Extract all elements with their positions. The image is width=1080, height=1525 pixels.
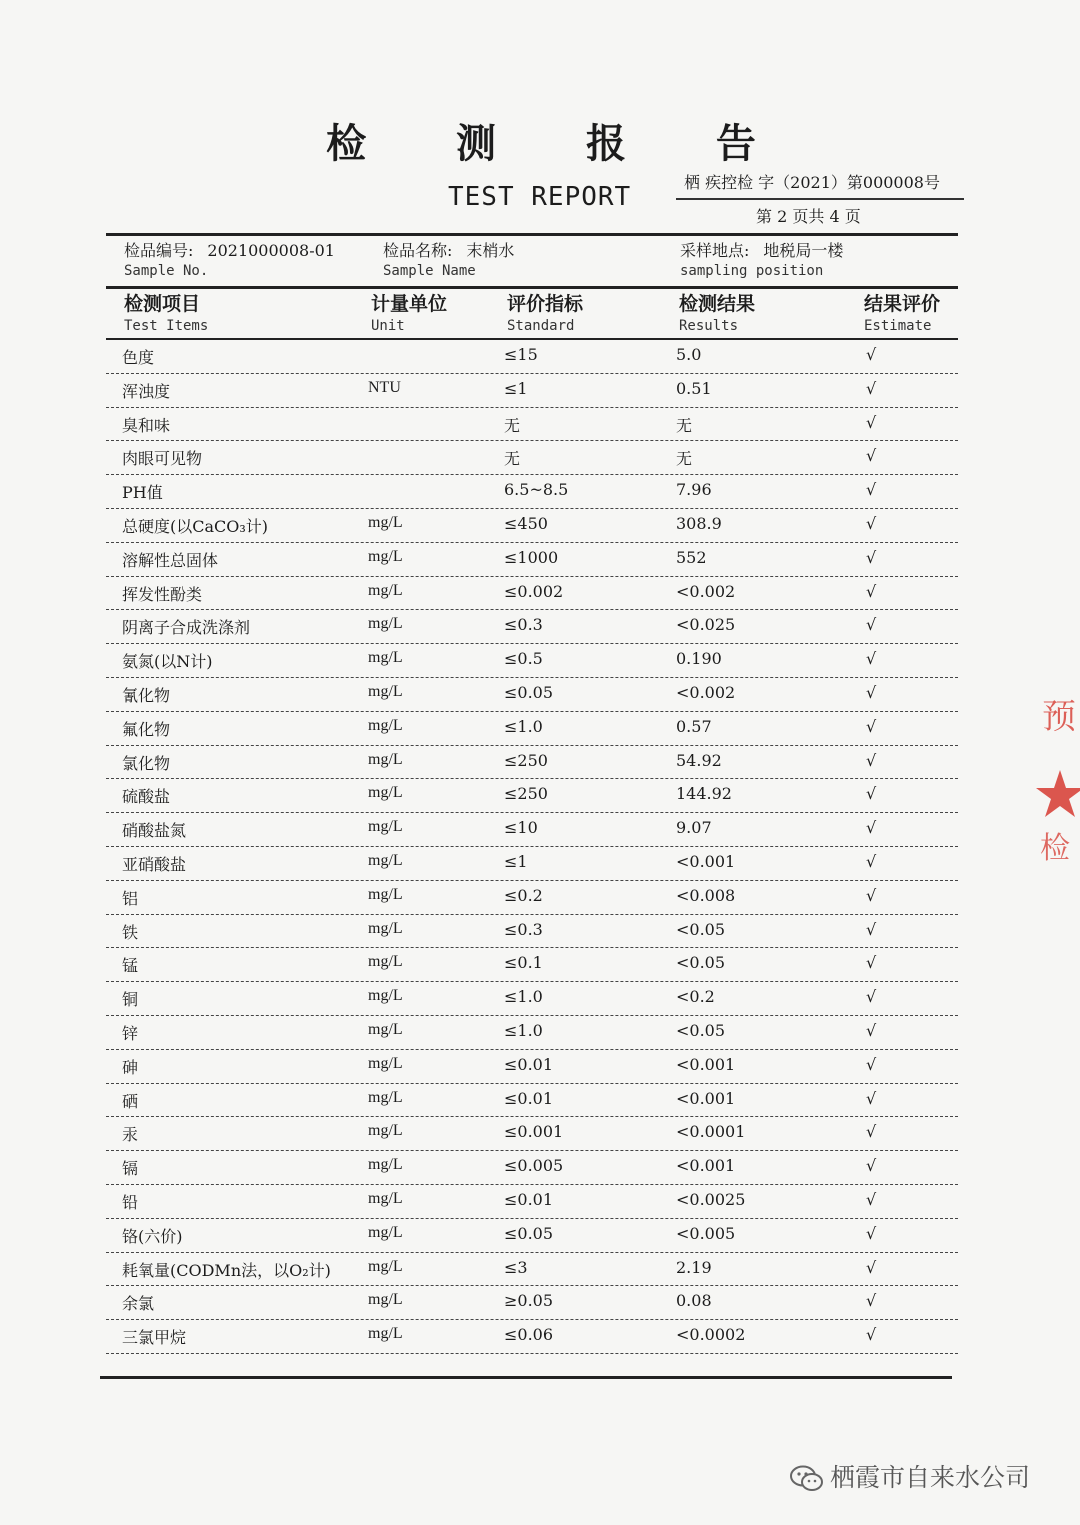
report-number: 栖 疾控检 字（2021）第000008号: [676, 170, 964, 200]
col-header-results: [679, 292, 755, 336]
unit-value: mg/L: [368, 1122, 403, 1140]
col-header-en: Results: [679, 318, 739, 334]
estimate-mark: √: [866, 885, 877, 905]
result-value: 无: [676, 449, 693, 469]
table-row: [106, 1016, 958, 1050]
table-row: [106, 543, 958, 577]
estimate-mark: √: [866, 784, 877, 804]
standard-value: ≤10: [504, 818, 538, 838]
table-row: [106, 408, 958, 442]
standard-value: ≤0.05: [504, 682, 554, 702]
standard-value: ≤0.5: [504, 649, 543, 669]
standard-value: ≤3: [504, 1257, 528, 1277]
test-item: 铜: [122, 990, 139, 1010]
test-item: 镉: [122, 1159, 139, 1179]
top-rule: [106, 233, 958, 236]
test-item: 汞: [122, 1125, 139, 1145]
test-item: 臭和味: [122, 415, 171, 435]
wechat-watermark: [790, 1458, 1030, 1494]
table-row: [106, 813, 958, 847]
watermark-text: 栖霞市自来水公司: [830, 1463, 1031, 1492]
test-item: 铅: [122, 1192, 139, 1212]
standard-value: ≤0.002: [504, 581, 564, 601]
test-item: 硫酸盐: [122, 787, 171, 807]
table-row: [106, 475, 958, 509]
estimate-mark: √: [866, 378, 877, 398]
col-header-unit: [371, 292, 447, 336]
page-info: 第 2 页共 4 页: [756, 207, 861, 226]
table-row: [106, 1185, 958, 1219]
result-value: <0.008: [676, 885, 736, 905]
test-item: 总硬度(以CaCO₃计): [122, 516, 269, 536]
estimate-mark: √: [866, 1020, 877, 1040]
standard-value: ≤0.3: [504, 615, 543, 635]
report-title-en: TEST REPORT: [448, 182, 632, 212]
estimate-mark: √: [866, 1325, 877, 1345]
standard-value: ≤0.3: [504, 919, 543, 939]
sample-name-label-en: Sample Name: [383, 263, 476, 279]
unit-value: mg/L: [368, 1189, 403, 1207]
unit-value: mg/L: [368, 750, 403, 768]
result-value: <0.001: [676, 1156, 736, 1176]
result-value: 无: [676, 415, 693, 435]
sampling-position-label: 采样地点:: [680, 241, 750, 260]
test-item: 三氯甲烷: [122, 1328, 187, 1348]
unit-value: mg/L: [368, 682, 403, 700]
table-row: [106, 915, 958, 949]
table-row: [106, 847, 958, 881]
standard-value: ≤250: [504, 784, 548, 804]
sample-no-label-en: Sample No.: [124, 263, 209, 279]
standard-value: ≤0.001: [504, 1122, 564, 1142]
unit-value: NTU: [368, 378, 401, 396]
table-row: [106, 374, 958, 408]
test-item: 色度: [122, 348, 155, 367]
result-value: <0.05: [676, 953, 726, 973]
estimate-mark: √: [866, 513, 877, 533]
standard-value: 无: [504, 449, 521, 469]
results-table: [106, 340, 958, 1354]
unit-value: mg/L: [368, 1291, 403, 1309]
table-row: [106, 982, 958, 1016]
estimate-mark: √: [866, 953, 877, 973]
unit-value: mg/L: [368, 1223, 403, 1241]
svg-text:检: 检: [1040, 831, 1070, 866]
result-value: <0.0025: [676, 1189, 746, 1209]
unit-value: mg/L: [368, 615, 403, 633]
standard-value: ≤1000: [504, 547, 559, 567]
sampling-position-label-en: sampling position: [680, 263, 824, 279]
result-value: <0.002: [676, 581, 736, 601]
table-row: [106, 441, 958, 475]
result-value: 54.92: [676, 750, 722, 770]
result-value: 0.57: [676, 716, 712, 736]
table-row: [106, 678, 958, 712]
test-item: 砷: [122, 1057, 139, 1077]
table-row: [106, 948, 958, 982]
col-header-items: [124, 292, 208, 336]
standard-value: ≤15: [504, 345, 538, 364]
table-row: [106, 1050, 958, 1084]
table-row: [106, 644, 958, 678]
col-header-cn: 检测结果: [679, 293, 756, 315]
unit-value: mg/L: [368, 547, 403, 565]
unit-value: mg/L: [368, 581, 403, 599]
red-seal-stamp: [1036, 690, 1080, 910]
test-item: 氨氮(以N计): [122, 652, 213, 672]
result-value: <0.0002: [676, 1325, 746, 1345]
unit-value: mg/L: [368, 818, 403, 836]
result-value: 2.19: [676, 1257, 712, 1277]
table-row: [106, 577, 958, 611]
test-item: 铁: [122, 922, 139, 942]
test-item: 余氯: [122, 1294, 155, 1314]
test-item: 耗氧量(CODMn法，以O₂计): [122, 1260, 331, 1280]
estimate-mark: √: [866, 1122, 877, 1142]
estimate-mark: √: [866, 750, 877, 770]
unit-value: mg/L: [368, 885, 403, 903]
standard-value: ≥0.05: [504, 1291, 554, 1311]
test-item: 硒: [122, 1091, 139, 1111]
estimate-mark: √: [866, 480, 877, 500]
standard-value: ≤250: [504, 750, 548, 770]
standard-value: ≤0.01: [504, 1054, 554, 1074]
result-value: 144.92: [676, 784, 732, 804]
standard-value: 6.5~8.5: [504, 480, 569, 500]
table-row: [106, 746, 958, 780]
test-item: 氯化物: [122, 753, 171, 773]
estimate-mark: √: [866, 1054, 877, 1074]
test-item: 肉眼可见物: [122, 449, 203, 469]
unit-value: mg/L: [368, 1054, 403, 1072]
standard-value: ≤1: [504, 378, 528, 398]
result-value: 9.07: [676, 818, 712, 838]
unit-value: mg/L: [368, 1156, 403, 1174]
sampling-position-block: [680, 240, 843, 282]
unit-value: mg/L: [368, 649, 403, 667]
sample-name-label: 检品名称:: [383, 241, 453, 260]
estimate-mark: √: [866, 716, 877, 736]
table-row: [106, 610, 958, 644]
col-header-en: Standard: [507, 318, 575, 334]
result-value: 5.0: [676, 345, 702, 364]
col-header-cn: 计量单位: [371, 293, 448, 315]
test-item: PH值: [122, 483, 163, 503]
standard-value: ≤0.2: [504, 885, 543, 905]
table-row: [106, 712, 958, 746]
col-header-en: Unit: [371, 318, 405, 334]
standard-value: ≤1: [504, 851, 528, 871]
table-row: [106, 1286, 958, 1320]
estimate-mark: √: [866, 1257, 877, 1277]
standard-value: 无: [504, 415, 521, 435]
table-row: [106, 1320, 958, 1354]
sample-name-value: 末梢水: [466, 241, 515, 260]
result-value: <0.025: [676, 615, 736, 635]
estimate-mark: √: [866, 1189, 877, 1209]
result-value: <0.005: [676, 1223, 736, 1243]
result-value: <0.002: [676, 682, 736, 702]
result-value: 7.96: [676, 480, 712, 500]
estimate-mark: √: [866, 1291, 877, 1311]
estimate-mark: √: [866, 649, 877, 669]
test-item: 硝酸盐氮: [122, 821, 187, 841]
result-value: 0.190: [676, 649, 722, 669]
result-value: 308.9: [676, 513, 722, 533]
col-header-estimate: [864, 292, 940, 336]
col-header-cn: 检测项目: [124, 293, 201, 315]
unit-value: mg/L: [368, 1020, 403, 1038]
sample-no-block: [124, 240, 335, 282]
wechat-icon: [790, 1465, 824, 1493]
standard-value: ≤450: [504, 513, 548, 533]
table-row: [106, 881, 958, 915]
unit-value: mg/L: [368, 1257, 403, 1275]
test-item: 氟化物: [122, 719, 171, 739]
test-item: 亚硝酸盐: [122, 854, 187, 874]
table-row: [106, 509, 958, 543]
unit-value: mg/L: [368, 716, 403, 734]
unit-value: mg/L: [368, 919, 403, 937]
col-header-standard: [507, 292, 583, 336]
test-item: 铬(六价): [122, 1226, 183, 1246]
table-row: [106, 340, 958, 374]
unit-value: mg/L: [368, 513, 403, 531]
standard-value: ≤0.01: [504, 1088, 554, 1108]
test-item: 锌: [122, 1023, 139, 1043]
table-row: [106, 1219, 958, 1253]
unit-value: mg/L: [368, 1088, 403, 1106]
estimate-mark: √: [866, 851, 877, 871]
estimate-mark: √: [866, 1156, 877, 1176]
sampling-position-value: 地税局一楼: [763, 241, 844, 260]
standard-value: ≤0.005: [504, 1156, 564, 1176]
test-item: 溶解性总固体: [122, 550, 219, 570]
unit-value: mg/L: [368, 987, 403, 1005]
test-item: 阴离子合成洗涤剂: [122, 618, 251, 638]
sample-no-label: 检品编号:: [124, 241, 194, 260]
result-value: 552: [676, 547, 707, 567]
table-row: [106, 779, 958, 813]
result-value: <0.001: [676, 851, 736, 871]
estimate-mark: √: [866, 919, 877, 939]
standard-value: ≤1.0: [504, 716, 543, 736]
col-header-en: Test Items: [124, 318, 209, 334]
unit-value: mg/L: [368, 1325, 403, 1343]
estimate-mark: √: [866, 446, 877, 466]
estimate-mark: √: [866, 1223, 877, 1243]
col-header-cn: 结果评价: [864, 293, 941, 315]
estimate-mark: √: [866, 682, 877, 702]
bottom-rule: [100, 1376, 952, 1379]
standard-value: ≤1.0: [504, 1020, 543, 1040]
sample-name-block: [383, 240, 514, 282]
result-value: 0.08: [676, 1291, 712, 1311]
estimate-mark: √: [866, 412, 877, 432]
estimate-mark: √: [866, 547, 877, 567]
sample-no-value: 2021000008-01: [207, 241, 335, 260]
standard-value: ≤1.0: [504, 987, 543, 1007]
unit-value: mg/L: [368, 953, 403, 971]
header-rule: [106, 286, 958, 289]
table-row: [106, 1151, 958, 1185]
test-item: 浑浊度: [122, 381, 171, 401]
estimate-mark: √: [866, 1088, 877, 1108]
standard-value: ≤0.05: [504, 1223, 554, 1243]
unit-value: mg/L: [368, 851, 403, 869]
result-value: <0.0001: [676, 1122, 746, 1142]
result-value: <0.001: [676, 1088, 736, 1108]
result-value: <0.05: [676, 1020, 726, 1040]
estimate-mark: √: [866, 615, 877, 635]
table-row: [106, 1253, 958, 1287]
col-header-en: Estimate: [864, 318, 932, 334]
result-value: 0.51: [676, 378, 712, 398]
standard-value: ≤0.1: [504, 953, 543, 973]
report-title-cn: 检 测 报 告: [326, 120, 794, 167]
result-value: <0.05: [676, 919, 726, 939]
estimate-mark: √: [866, 581, 877, 601]
estimate-mark: √: [866, 987, 877, 1007]
estimate-mark: √: [866, 818, 877, 838]
svg-text:预: 预: [1042, 697, 1076, 737]
unit-value: mg/L: [368, 784, 403, 802]
standard-value: ≤0.01: [504, 1189, 554, 1209]
result-value: <0.2: [676, 987, 715, 1007]
test-item: 氰化物: [122, 685, 171, 705]
estimate-mark: √: [866, 345, 877, 364]
test-item: 锰: [122, 956, 139, 976]
test-item: 挥发性酚类: [122, 584, 203, 604]
col-header-cn: 评价指标: [507, 293, 584, 315]
seal-star-icon: [1036, 770, 1080, 817]
standard-value: ≤0.06: [504, 1325, 554, 1345]
result-value: <0.001: [676, 1054, 736, 1074]
test-item: 铝: [122, 888, 139, 908]
table-row: [106, 1117, 958, 1151]
table-row: [106, 1084, 958, 1118]
